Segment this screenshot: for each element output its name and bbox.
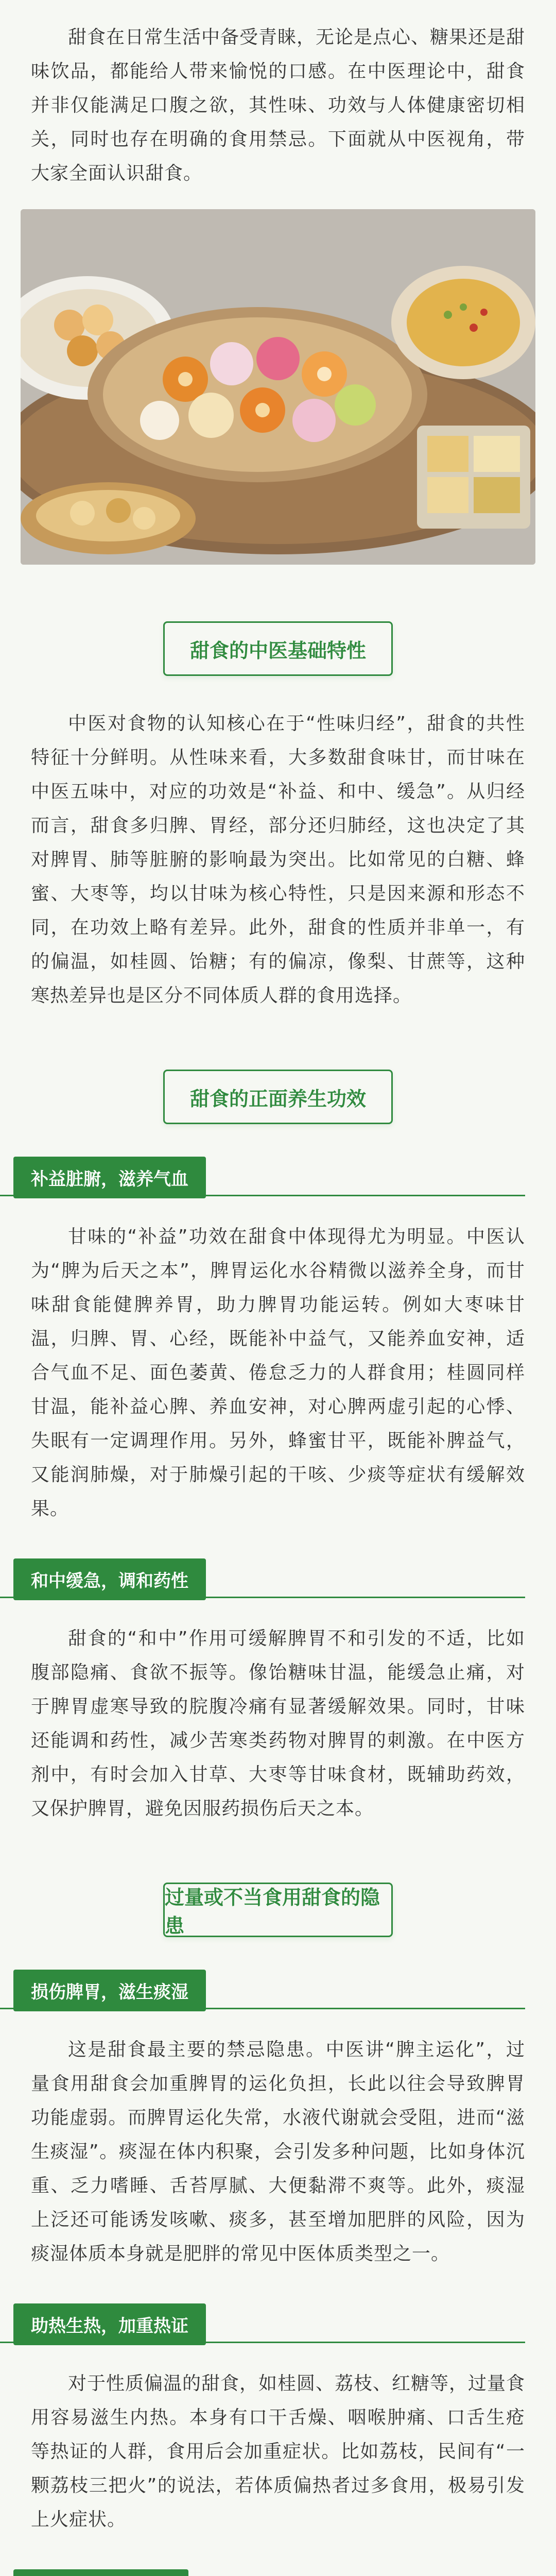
intro-paragraph: 甜食在日常生活中备受青睐，无论是点心、糖果还是甜味饮品，都能给人带来愉悦的口感。在中医理论中，甜食并非仅能满足口腹之欲，其性味、功效与人体健康密切相关，同时也存在明确的食用禁忌。下面就从中医视角，带大家全面认识甜食。: [31, 27, 526, 184]
subsection-header: [0, 2302, 556, 2346]
subsection-header: [0, 2568, 556, 2576]
subsection-paragraph: 这是甜食最主要的禁忌隐患。中医讲“脾主运化”，过量食用甜食会加重脾胃的运化负担，长此以往会导致脾胃功能虚弱。而脾胃运化失常，水液代谢就会受阻，进而“滋生痰湿”。痰湿在体内积聚，会引发多种问题，比如身体沉重、乏力嗜睡、舌苔厚腻、大便黏滞不爽等。此外，痰湿上泛还可能诱发咳嗽、痰多，甚至增加肥胖的风险，因为痰湿体质本身就是肥胖的常见中医体质类型之一。: [31, 2039, 525, 2264]
section-title-risks: 过量或不当食用甜食的隐患: [163, 1883, 393, 1937]
subsection-tag: 补益脏腑，滋养气血: [13, 1157, 206, 1198]
sweets-photo: [21, 209, 535, 565]
subsection-tag: 助热生热，加重热证: [13, 2303, 206, 2345]
section-title-basic-properties: 甜食的中医基础特性: [163, 621, 393, 676]
subsection-header: [0, 1557, 556, 1601]
sweets-illustration: [21, 209, 535, 565]
subsection-tag: 和中缓急，调和药性: [13, 1558, 206, 1600]
subsection-paragraph: 对于性质偏温的甜食，如桂圆、荔枝、红糖等，过量食用容易滋生内热。本身有口干舌燥、咽喉肿痛、口舌生疮等热证的人群，食用后会加重症状。比如荔枝，民间有“一颗荔枝三把火”的说法，若体质偏热者过多食用，极易引发上火症状。: [31, 2373, 526, 2530]
subsection-tag: 损伤脾胃，滋生痰湿: [13, 1970, 206, 2011]
section-title-positive-effects: 甜食的正面养生功效: [163, 1070, 393, 1124]
subsection-tag: [13, 2569, 188, 2576]
subsection-header: [0, 1968, 556, 2012]
subsection-paragraph: 甜食的“和中”作用可缓解脾胃不和引发的不适，比如腹部隐痛、食欲不振等。像饴糖味甘温，能缓急止痛，对于脾胃虚寒导致的脘腹冷痛有显著缓解效果。同时，甘味还能调和药性，减少苦寒类药物对脾胃的刺激。在中医方剂中，有时会加入甘草、大枣等甘味食材，既辅助药效，又保护脾胃，避免因服药损伤后天之本。: [31, 1628, 525, 1819]
subsection-paragraph: 甘味的“补益”功效在甜食中体现得尤为明显。中医认为“脾为后天之本”，脾胃运化水谷精微以滋养全身，而甘味甜食能健脾养胃，助力脾胃功能运转。例如大枣味甘温，归脾、胃、心经，既能补中益气，又能养血安神，适合气血不足、面色萎黄、倦怠乏力的人群食用；桂圆同样甘温，能补益心脾、养血安神，对心脾两虚引起的心悸、失眠有一定调理作用。另外，蜂蜜甘平，既能补脾益气，又能润肺燥，对于肺燥引起的干咳、少痰等症状有缓解效果。: [31, 1226, 525, 1519]
section-1-paragraph: 中医对食物的认知核心在于“性味归经”，甜食的共性特征十分鲜明。从性味来看，大多数甜食味甘，而甘味在中医五味中，对应的功效是“补益、和中、缓急”。从归经而言，甜食多归脾、胃经，部分还归肺经，这也决定了其对脾胃、肺等脏腑的影响最为突出。比如常见的白糖、蜂蜜、大枣等，均以甘味为核心特性，只是因来源和形态不同，在功效上略有差异。此外，甜食的性质并非单一，有的偏温，如桂圆、饴糖；有的偏凉，像梨、甘蔗等，这种寒热差异也是区分不同体质人群的食用选择。: [31, 713, 525, 1006]
subsection-header: [0, 1155, 556, 1199]
